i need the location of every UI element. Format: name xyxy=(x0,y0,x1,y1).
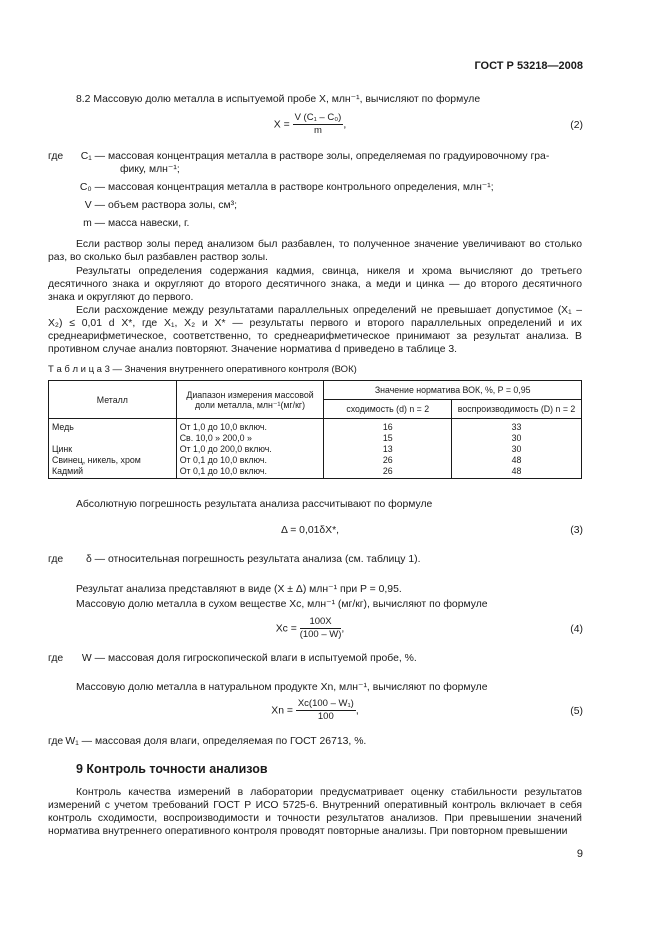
section-9-paragraph: Контроль качества измерений в лаборатории предусматривает оценку стабильности результатов измерений с учетом требований ГОСТ Р ИСО 5725-6. Внутренний оперативный контроль включает в себя контроль сходимости, воспроизводимости и точности результатов анализов. При превышении значений норматива внутреннего оперативного контроля проводят повторные анализы. При повторном превышении xyxy=(48,787,582,837)
definition-text: объем раствора золы, см³; xyxy=(108,200,238,211)
equation-4 xyxy=(240,617,380,640)
equation-4-number: (4) xyxy=(570,624,583,635)
equation-4-comma: , xyxy=(341,623,345,635)
cell-convergence: 16 xyxy=(324,419,452,433)
definitions-eq5 xyxy=(48,735,588,753)
definition-row xyxy=(48,652,588,665)
equation-5-denominator: 100 xyxy=(317,711,334,722)
dry-mass-text: Массовую долю металла в сухом веществе Xc, млн⁻¹ (мг/кг), вычисляют по формуле xyxy=(76,599,488,610)
definition-row xyxy=(48,150,588,163)
clause-8-2-text: 8.2 Массовую долю металла в испытуемой пробе X, млн⁻¹, вычисляют по формуле xyxy=(76,94,481,105)
table-row xyxy=(49,432,582,443)
result-form-text: Результат анализа представляют в виде (X ± Δ) млн⁻¹ при P = 0,95. xyxy=(76,584,402,595)
definitions-eq2 xyxy=(48,150,588,235)
definition-row xyxy=(48,199,588,212)
table-row xyxy=(49,465,582,478)
equation-5-comma: , xyxy=(355,705,359,717)
table-header-norm: Значение норматива ВОК, %, P = 0,95 xyxy=(324,381,582,400)
table-3 xyxy=(48,380,582,479)
definitions-eq3 xyxy=(48,553,588,571)
equation-2-denominator: m xyxy=(313,125,322,136)
definition-symbol: V — xyxy=(84,200,105,211)
absolute-error-text: Абсолютную погрешность результата анализа рассчитывают по формуле xyxy=(76,499,433,510)
equation-2 xyxy=(240,113,380,136)
cell-metal: Свинец, никель, хром xyxy=(49,454,177,465)
cell-range: От 1,0 до 10,0 включ. xyxy=(176,419,324,433)
cell-convergence: 13 xyxy=(324,443,452,454)
definition-text: масса навески, г. xyxy=(108,218,190,229)
definitions-eq4 xyxy=(48,652,588,670)
cell-range: От 0,1 до 10,0 включ. xyxy=(176,454,324,465)
definition-text: относительная погрешность результата анализа (см. таблицу 1). xyxy=(108,554,421,565)
cell-reproducibility: 48 xyxy=(452,465,582,478)
cell-metal xyxy=(49,432,177,443)
page-number: 9 xyxy=(576,848,583,860)
where-label: где xyxy=(48,151,64,162)
equation-4-denominator: (100 – W) xyxy=(299,629,342,640)
table-header-metal: Металл xyxy=(49,381,177,419)
definition-text: массовая доля влаги, определяемая по ГОСТ 26713, %. xyxy=(95,736,367,747)
equation-5-lhs: Xn = xyxy=(271,705,293,717)
table-row xyxy=(49,454,582,465)
cell-convergence: 15 xyxy=(324,432,452,443)
equation-3-number: (3) xyxy=(570,525,583,536)
cell-range: Св. 10,0 » 200,0 » xyxy=(176,432,324,443)
cell-reproducibility: 48 xyxy=(452,454,582,465)
cell-range: От 1,0 до 200,0 включ. xyxy=(176,443,324,454)
cell-metal: Медь xyxy=(49,419,177,433)
equation-2-number: (2) xyxy=(570,120,583,131)
section-9-title: 9 Контроль точности анализов xyxy=(76,762,268,776)
definition-row xyxy=(48,163,588,176)
cell-reproducibility: 30 xyxy=(452,443,582,454)
definition-text: фику, млн⁻¹; xyxy=(120,164,180,175)
cell-convergence: 26 xyxy=(324,465,452,478)
paragraph-rounding: Результаты определения содержания кадмия, свинца, никеля и хрома вычисляют до третьего десятичного знака и округляют до второго десятичного знака, а меди и цинка — до второго десятичного знака и округляют до первого. xyxy=(48,266,582,303)
equation-5 xyxy=(240,699,390,722)
cell-range: От 0,1 до 10,0 включ. xyxy=(176,465,324,478)
equation-2-lhs: X = xyxy=(273,119,290,131)
equation-5-number: (5) xyxy=(570,706,583,717)
equation-4-lhs: Xc = xyxy=(275,623,297,635)
definition-symbol: C₀ — xyxy=(79,182,105,193)
natural-mass-text: Массовую долю металла в натуральном продукте Xn, млн⁻¹, вычисляют по формуле xyxy=(76,682,488,693)
definition-text: массовая концентрация металла в растворе золы, определяемая по градуировочному гра- xyxy=(108,151,550,162)
cell-metal: Кадмий xyxy=(49,465,177,478)
definition-symbol: C₁ — xyxy=(80,151,105,162)
cell-metal: Цинк xyxy=(49,443,177,454)
equation-5-numerator: Xc(100 – W₁) xyxy=(297,698,354,709)
table-3-caption: Т а б л и ц а 3 — Значения внутреннего оперативного контроля (ВОК) xyxy=(48,364,357,375)
equation-2-fraction xyxy=(293,112,347,136)
where-label: где xyxy=(48,653,64,664)
definition-symbol: δ — xyxy=(85,554,105,565)
equation-2-numerator: V (C₁ – C₀) xyxy=(294,112,342,123)
definition-text: массовая концентрация металла в растворе контрольного определения, млн⁻¹; xyxy=(108,182,494,193)
cell-convergence: 26 xyxy=(324,454,452,465)
equation-4-numerator: 100X xyxy=(300,617,342,629)
table-row xyxy=(49,443,582,454)
where-label: где xyxy=(48,554,64,565)
equation-5-fraction xyxy=(296,699,356,722)
definition-row xyxy=(48,735,588,748)
definition-row xyxy=(48,181,588,194)
equation-2-comma: , xyxy=(343,119,347,131)
paragraph-parallel-determinations: Если расхождение между результатами параллельных определений не превышает допустимое (X₁ – X₂) ≤ 0,01 d X*, где X₁, X₂ и X* — результаты первого и второго параллельных определений и их среднеарифметическое, соответственно, то среднеарифметическое принимают за результат анализа. В противном случае анализ повторяют. Значение норматива d приведено в таблице 3. xyxy=(48,305,582,355)
definition-symbol: m — xyxy=(83,218,105,229)
definition-row xyxy=(48,217,588,230)
definition-symbol: W — xyxy=(81,653,105,664)
table-header-range: Диапазон измерения массовой доли металла, млн⁻¹(мг/кг) xyxy=(176,381,324,419)
definition-symbol: W₁ — xyxy=(65,736,92,747)
definition-row xyxy=(48,553,588,566)
table-header-convergence: сходимость (d) n = 2 xyxy=(324,400,452,419)
table-header-reproducibility: воспроизводимость (D) n = 2 xyxy=(452,400,582,419)
table-row xyxy=(49,419,582,433)
paragraph-dilution: Если раствор золы перед анализом был разбавлен, то полученное значение увеличивают во столько раз, во сколько был разбавлен раствор золы. xyxy=(48,239,582,263)
equation-4-fraction xyxy=(299,616,345,640)
where-label: где xyxy=(48,736,64,747)
equation-3: Δ = 0,01δX*, xyxy=(280,525,340,536)
cell-reproducibility: 30 xyxy=(452,432,582,443)
definition-text: массовая доля гигроскопической влаги в испытуемой пробе, %. xyxy=(108,653,417,664)
document-id: ГОСТ Р 53218—2008 xyxy=(474,60,583,72)
cell-reproducibility: 33 xyxy=(452,419,582,433)
